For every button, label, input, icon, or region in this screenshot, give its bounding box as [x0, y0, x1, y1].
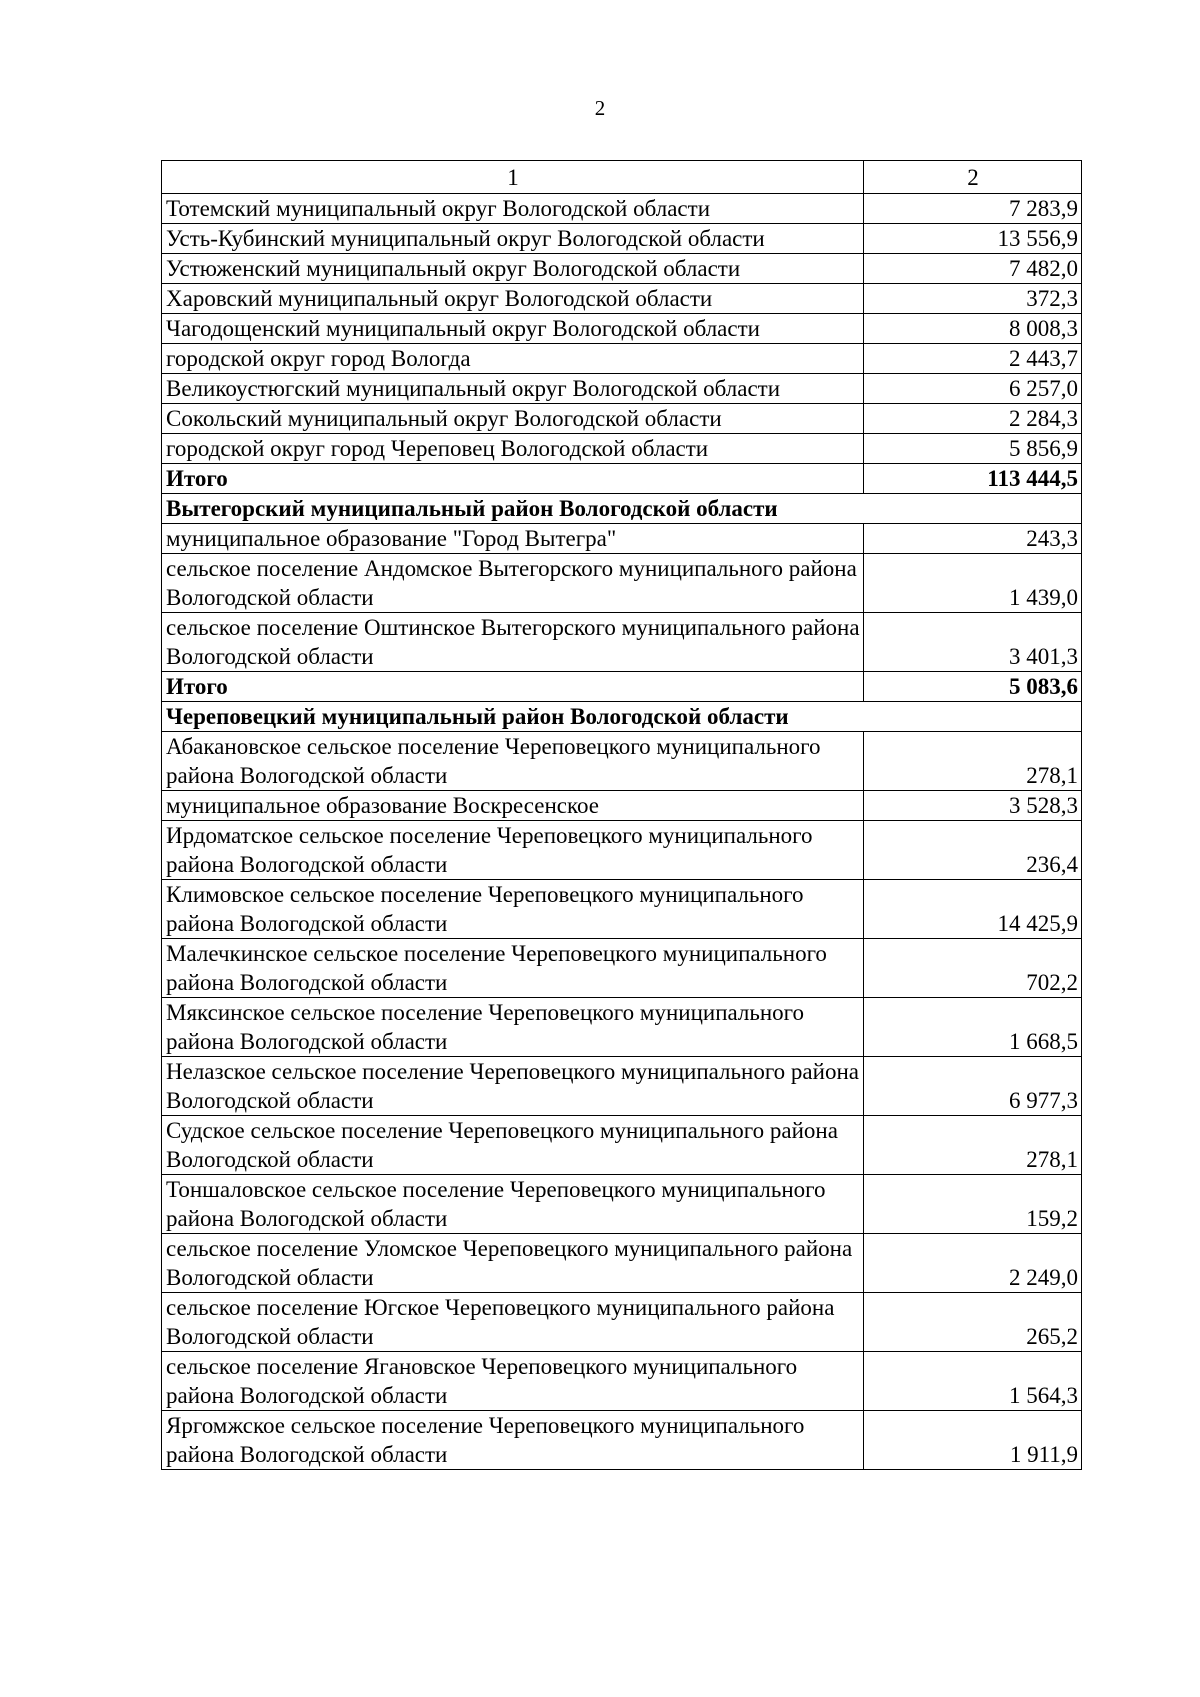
page-number: 2: [594, 96, 606, 120]
table-row: [162, 374, 1082, 404]
amount-value: 3 401,3: [864, 613, 1082, 672]
amount-value: 236,4: [864, 821, 1082, 880]
amount-value: 13 556,9: [864, 224, 1082, 254]
amount-value: 6 257,0: [864, 374, 1082, 404]
amount-value: 8 008,3: [864, 314, 1082, 344]
municipality-name: Устюженский муниципальный округ Вологодской области: [162, 254, 864, 284]
section-header-row: [162, 494, 1082, 524]
municipality-name: Нелазское сельское поселение Череповецкого муниципального района Вологодской области: [162, 1057, 864, 1116]
amount-value: 1 564,3: [864, 1352, 1082, 1411]
table-row: [162, 344, 1082, 374]
municipality-name: сельское поселение Югское Череповецкого муниципального района Вологодской области: [162, 1293, 864, 1352]
amount-value: 243,3: [864, 524, 1082, 554]
municipality-name: Яргомжское сельское поселение Череповецкого муниципального района Вологодской области: [162, 1411, 864, 1470]
amount-value: 1 439,0: [864, 554, 1082, 613]
municipality-name: Тотемский муниципальный округ Вологодской области: [162, 194, 864, 224]
amount-value: 3 528,3: [864, 791, 1082, 821]
municipality-name: городской округ город Череповец Вологодской области: [162, 434, 864, 464]
municipality-name: городской округ город Вологда: [162, 344, 864, 374]
allocation-table: [161, 160, 1082, 1470]
amount-value: 2 284,3: [864, 404, 1082, 434]
municipality-name: сельское поселение Ягановское Череповецкого муниципального района Вологодской области: [162, 1352, 864, 1411]
table-row: [162, 1352, 1082, 1411]
total-label: Итого: [162, 464, 864, 494]
column-header-2: 2: [864, 161, 1082, 194]
table-row: [162, 554, 1082, 613]
table-row: [162, 998, 1082, 1057]
table-body: [162, 194, 1082, 1470]
table-row: [162, 1116, 1082, 1175]
amount-value: 1 911,9: [864, 1411, 1082, 1470]
table-row: [162, 1411, 1082, 1470]
amount-value: 7 482,0: [864, 254, 1082, 284]
amount-value: 372,3: [864, 284, 1082, 314]
table-row: [162, 314, 1082, 344]
table-row: [162, 613, 1082, 672]
amount-value: 278,1: [864, 1116, 1082, 1175]
total-row: [162, 464, 1082, 494]
municipality-name: Сокольский муниципальный округ Вологодской области: [162, 404, 864, 434]
table-row: [162, 791, 1082, 821]
total-row: [162, 672, 1082, 702]
total-label: Итого: [162, 672, 864, 702]
amount-value: 6 977,3: [864, 1057, 1082, 1116]
municipality-name: Абакановское сельское поселение Череповецкого муниципального района Вологодской области: [162, 732, 864, 791]
amount-value: 7 283,9: [864, 194, 1082, 224]
table-row: [162, 1057, 1082, 1116]
table-row: [162, 939, 1082, 998]
table-row: [162, 524, 1082, 554]
section-title: Вытегорский муниципальный район Вологодской области: [162, 494, 1082, 524]
amount-value: 2 249,0: [864, 1234, 1082, 1293]
table-row: [162, 434, 1082, 464]
municipality-name: Харовский муниципальный округ Вологодской области: [162, 284, 864, 314]
municipality-name: Климовское сельское поселение Череповецкого муниципального района Вологодской области: [162, 880, 864, 939]
municipality-name: Тоншаловское сельское поселение Череповецкого муниципального района Вологодской области: [162, 1175, 864, 1234]
municipality-name: Усть-Кубинский муниципальный округ Вологодской области: [162, 224, 864, 254]
municipality-name: муниципальное образование "Город Вытегра": [162, 524, 864, 554]
amount-value: 2 443,7: [864, 344, 1082, 374]
municipality-name: муниципальное образование Воскресенское: [162, 791, 864, 821]
amount-value: 702,2: [864, 939, 1082, 998]
municipality-name: сельское поселение Оштинское Вытегорского муниципального района Вологодской области: [162, 613, 864, 672]
column-header-1: 1: [162, 161, 864, 194]
table-header-row: [162, 161, 1082, 194]
total-value: 5 083,6: [864, 672, 1082, 702]
amount-value: 159,2: [864, 1175, 1082, 1234]
table-row: [162, 821, 1082, 880]
table-row: [162, 194, 1082, 224]
amount-value: 265,2: [864, 1293, 1082, 1352]
amount-value: 278,1: [864, 732, 1082, 791]
section-header-row: [162, 702, 1082, 732]
table-row: [162, 404, 1082, 434]
municipality-name: сельское поселение Андомское Вытегорского муниципального района Вологодской области: [162, 554, 864, 613]
municipality-name: Ирдоматское сельское поселение Череповецкого муниципального района Вологодской области: [162, 821, 864, 880]
table-row: [162, 254, 1082, 284]
table-row: [162, 224, 1082, 254]
municipality-name: Чагодощенский муниципальный округ Вологодской области: [162, 314, 864, 344]
amount-value: 1 668,5: [864, 998, 1082, 1057]
municipality-name: Великоустюгский муниципальный округ Вологодской области: [162, 374, 864, 404]
total-value: 113 444,5: [864, 464, 1082, 494]
table-row: [162, 1175, 1082, 1234]
table-row: [162, 880, 1082, 939]
amount-value: 14 425,9: [864, 880, 1082, 939]
municipality-name: сельское поселение Уломское Череповецкого муниципального района Вологодской области: [162, 1234, 864, 1293]
table-row: [162, 732, 1082, 791]
amount-value: 5 856,9: [864, 434, 1082, 464]
table-row: [162, 284, 1082, 314]
municipality-name: Судское сельское поселение Череповецкого муниципального района Вологодской области: [162, 1116, 864, 1175]
table-row: [162, 1293, 1082, 1352]
municipality-name: Малечкинское сельское поселение Череповецкого муниципального района Вологодской области: [162, 939, 864, 998]
section-title: Череповецкий муниципальный район Вологодской области: [162, 702, 1082, 732]
table-row: [162, 1234, 1082, 1293]
municipality-name: Мяксинское сельское поселение Череповецкого муниципального района Вологодской области: [162, 998, 864, 1057]
